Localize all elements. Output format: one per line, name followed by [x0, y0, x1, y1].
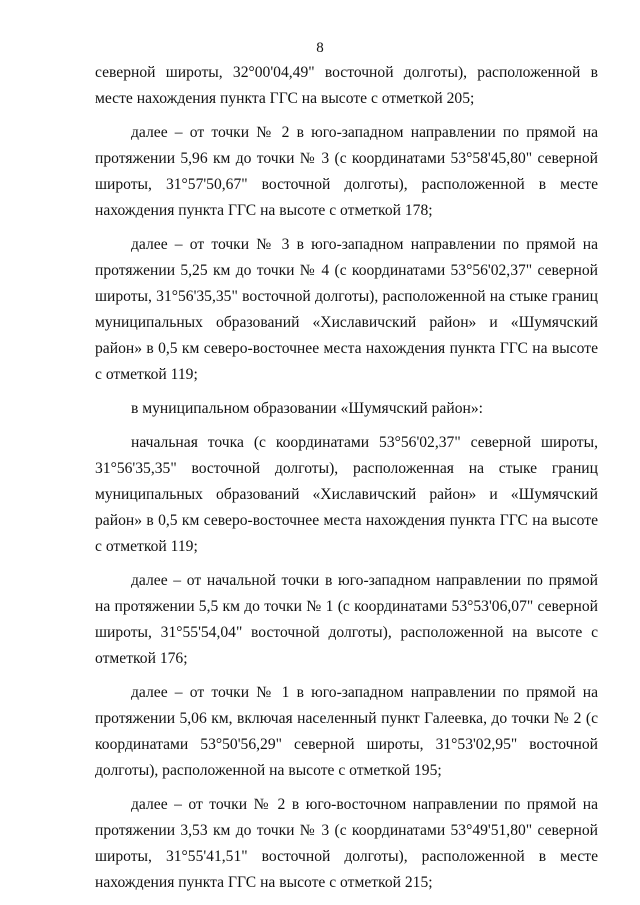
- paragraph: далее – от начальной точки в юго-западном направлении по прямой на протяжении 5,5 км до точки № 1 (с координатами 53°53'06,07" северной широты, 31°55'54,04" восточной долготы), расположенной на высоте с отметкой 176;: [95, 572, 598, 667]
- paragraph: в муниципальном образовании «Шумячский район»:: [131, 400, 483, 417]
- paragraph: далее – от точки № 1 в юго-западном направлении по прямой на протяжении 5,06 км, включая населенный пункт Галеевка, до точки № 2 (с координатами 53°50'56,29" северной широты, 31°53'02,95" восточной долготы), расположенной на высоте с отметкой 195;: [95, 684, 598, 779]
- paragraph: далее – от точки № 3 в юго-западном направлении по прямой на протяжении 5,25 км до точки № 4 (с координатами 53°56'02,37" северной широты, 31°56'35,35" восточной долготы), расположенной на стыке границ муниципальных образований «Хиславичский район» и «Шумячский район» в 0,5 км северо-восточнее места нахождения пункта ГГС на высоте с отметкой 119;: [95, 236, 598, 383]
- page-number: 8: [316, 40, 324, 56]
- paragraph: начальная точка (с координатами 53°56'02,37" северной широты, 31°56'35,35" восточной долготы), расположенная на стыке границ муниципальных образований «Хиславичский район» и «Шумячский район» в 0,5 км северо-восточнее места нахождения пункта ГГС на высоте с отметкой 119;: [95, 434, 598, 555]
- document-body: [95, 60, 598, 904]
- paragraph: далее – от точки № 2 в юго-восточном направлении по прямой на протяжении 3,53 км до точки № 3 (с координатами 53°49'51,80" северной широты, 31°55'41,51" восточной долготы), расположенной в месте нахождения пункта ГГС на высоте с отметкой 215;: [95, 796, 598, 891]
- paragraph: северной широты, 32°00'04,49" восточной долготы), расположенной в месте нахождения пункта ГГС на высоте с отметкой 205;: [95, 64, 598, 107]
- paragraph: далее – от точки № 2 в юго-западном направлении по прямой на протяжении 5,96 км до точки № 3 (с координатами 53°58'45,80" северной широты, 31°57'50,67" восточной долготы), расположенной в месте нахождения пункта ГГС на высоте с отметкой 178;: [95, 124, 598, 219]
